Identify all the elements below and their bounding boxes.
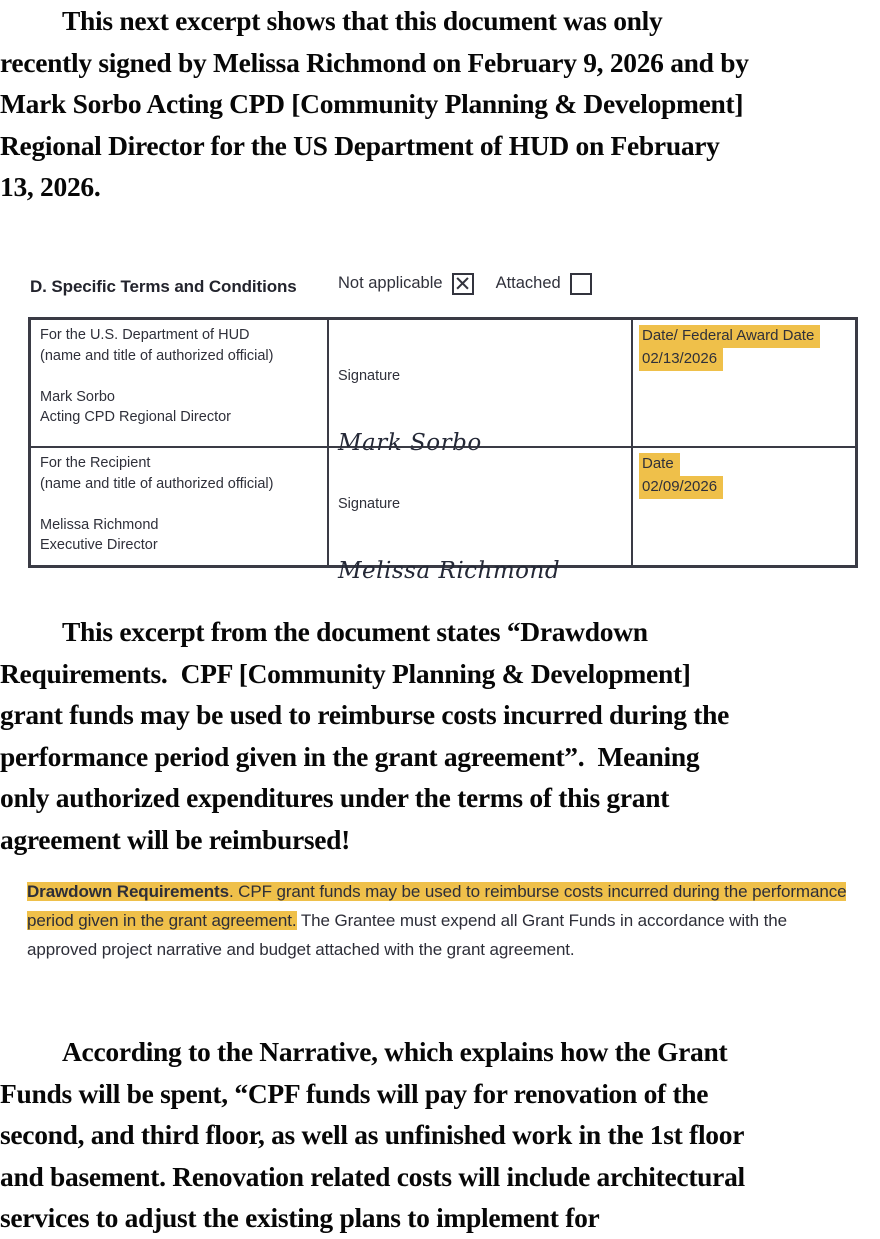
table-cell-party-hud: For the U.S. Department of HUD (name and title of authorized official) Mark Sorbo Acting CPD Regional Director [30, 319, 328, 447]
date-label-federal-award: Date/ Federal Award Date [639, 325, 820, 348]
date-value-recipient: 02/09/2026 [639, 476, 723, 499]
checkbox-unchecked-icon [570, 273, 592, 295]
form-checkbox-row [338, 272, 592, 294]
form-section-heading: D. Specific Terms and Conditions [30, 277, 297, 296]
checkbox-attached [496, 272, 592, 294]
table-cell-date-hud [632, 319, 856, 447]
date-label-recipient: Date [639, 453, 680, 476]
table-cell-date-recipient [632, 447, 856, 566]
checkbox-attached-label: Attached [495, 273, 561, 292]
table-cell-signature-hud [328, 319, 632, 456]
signature-label-recipient: Signature [338, 496, 401, 512]
commentary-paragraph-2: This excerpt from the document states “Drawdown Requirements. CPF [Community Planning & Development] grant funds may be used to reimburse costs incurred during the performance period given in the grant agreement”. Meaning only authorized expenditures under the terms of this grant agreement will be reimbursed! [0, 616, 730, 855]
checkbox-not-applicable-label: Not applicable [338, 273, 443, 292]
signature-table [28, 317, 858, 584]
checkbox-not-applicable [338, 272, 474, 294]
document-excerpt-drawdown-requirements: Drawdown Requirements. CPF grant funds may be used to reimburse costs incurred during the performance period given in the grant agreement. The Grantee must expend all Grant Funds in accordance with the approved project narrative and budget attached with the grant agreement. [27, 882, 847, 959]
table-cell-signature-recipient [328, 447, 632, 584]
signature-script-melissa-richmond: Melissa Richmond [338, 557, 561, 584]
table-cell-party-recipient: For the Recipient (name and title of authorized official) Melissa Richmond Executive Director [30, 447, 328, 566]
signature-label-hud: Signature [338, 368, 401, 384]
signature-script-mark-sorbo: Mark Sorbo [338, 429, 482, 456]
date-value-federal-award: 02/13/2026 [639, 348, 723, 371]
checkbox-checked-icon: ✕ [452, 273, 474, 295]
commentary-paragraph-3: According to the Narrative, which explains how the Grant Funds will be spent, “CPF funds will pay for renovation of the second, and third floor, as well as unfinished work in the 1st floor and basement. Renovation related costs will include architectural services to adjust the existing plans to implement for [0, 1036, 745, 1233]
commentary-paragraph-1: This next excerpt shows that this document was only recently signed by Melissa Richmond on February 9, 2026 and by Mark Sorbo Acting CPD [Community Planning & Development] Regional Director for the US Department of HUD on February 13, 2026. [0, 5, 749, 202]
